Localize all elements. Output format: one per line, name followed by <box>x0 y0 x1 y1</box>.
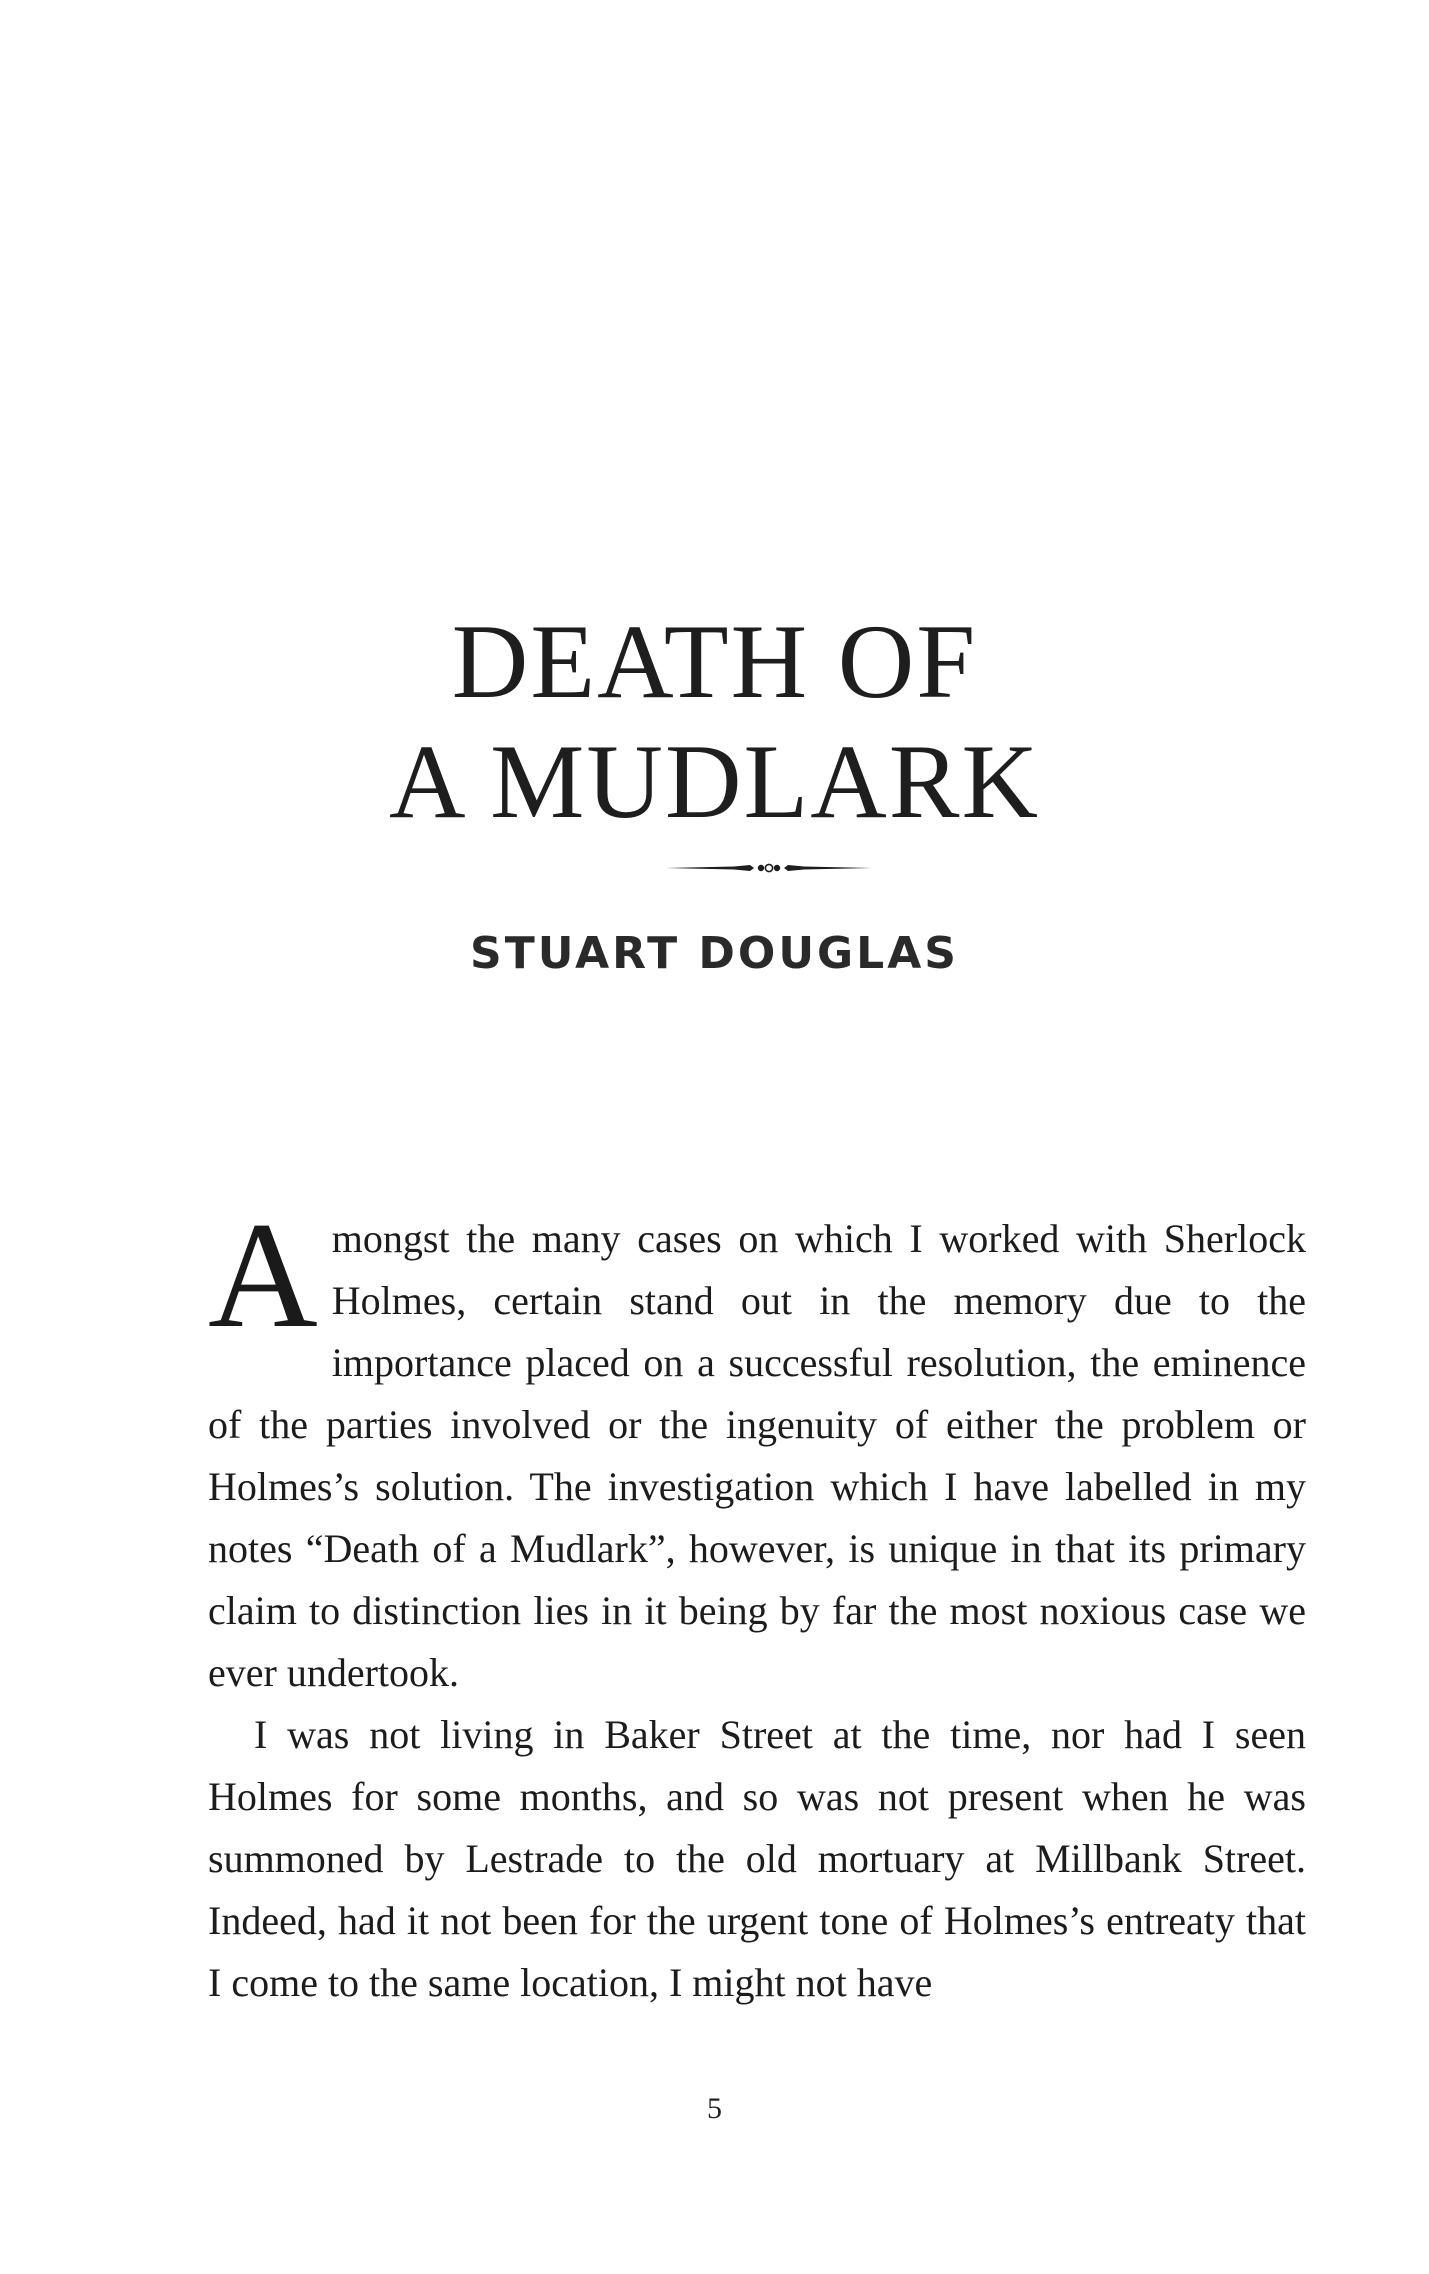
story-title <box>0 602 1429 842</box>
title-line-2: A MUDLARK <box>388 723 1041 840</box>
page-number: 5 <box>707 2092 722 2125</box>
author-name: STUART DOUGLAS <box>470 928 959 979</box>
paragraph-2: I was not living in Baker Street at the time, nor had I seen Holmes for some months, and so was not present when he was summoned by Lestrade to the old mortuary at Millbank Street. Indeed, had it not been for the urgent tone of Holmes’s entreaty that I come to the same location, I might not have <box>208 1712 1306 2005</box>
story-body <box>208 1191 1306 2014</box>
paragraph-1 <box>208 1191 1306 1704</box>
title-line-1: DEATH OF <box>451 603 978 720</box>
drop-cap: A <box>208 1191 318 1359</box>
paragraph-1-text: mongst the many cases on which I worked with Sherlock Holmes, certain stand out in the memory due to the importance placed on a successful resolution, the eminence of the parties involved or the ingenuity of either the problem or Holmes’s solution. The investigation which I have labelled in my notes “Death of a Mudlark”, however, is unique in that its primary claim to distinction lies in it being by far the most noxious case we ever undertook. <box>208 1216 1306 1695</box>
flourish-divider-icon <box>664 860 874 876</box>
